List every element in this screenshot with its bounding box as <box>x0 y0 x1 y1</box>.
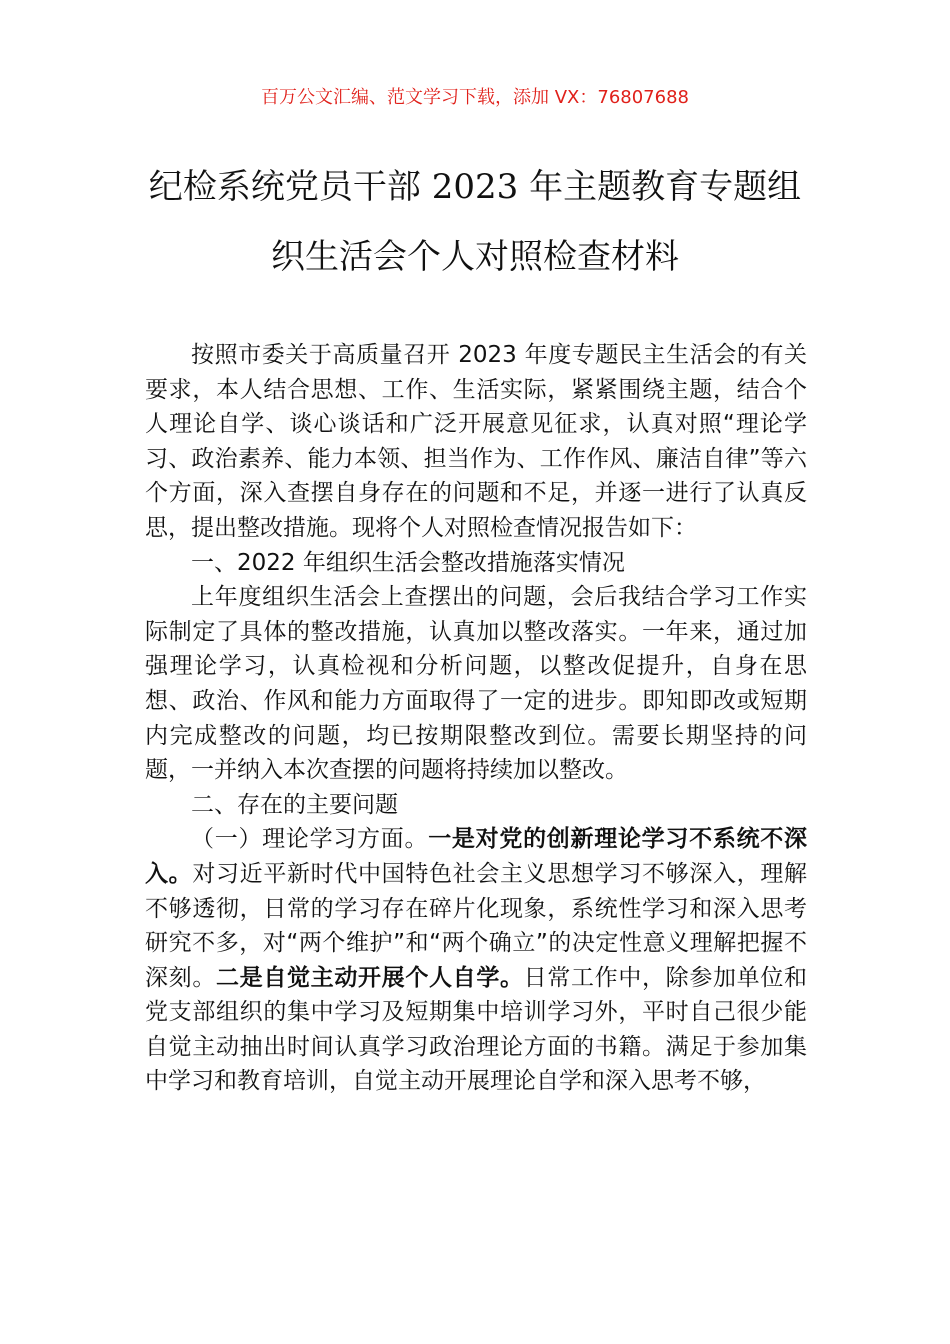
document-body <box>145 338 807 1099</box>
section-1-heading: 一、2022 年组织生活会整改措施落实情况 <box>191 549 625 576</box>
document-title <box>140 152 810 292</box>
subsection-1-text-1: 对习近平新时代中国特色社会主义思想学习不够深入，理解不够透彻，日常的学习存在碎片化现象，系统性学习和深入思考研究不多，对“两个维护”和“两个确立”的决定性意义理解把握不深刻。 <box>145 860 808 991</box>
header-watermark-note: 百万公文汇编、范文学习下载，添加 VX：76807688 <box>261 87 689 108</box>
subsection-1-paragraph <box>145 822 807 1099</box>
subsection-1-text-2: 日常工作中，除参加单位和党支部组织的集中学习及短期集中培训学习外，平时自己很少能自觉主动抽出时间认真学习政治理论方面的书籍。满足于参加集中学习和教育培训，自觉主动开展理论自学和深入思考不够， <box>145 964 808 1095</box>
title-line-2: 织生活会个人对照检查材料 <box>271 237 679 277</box>
section-2-heading: 二、存在的主要问题 <box>191 791 398 818</box>
subsection-1-point-1: 一是对党的创新理论学习不系统不深入。 <box>145 826 808 887</box>
title-line-1: 纪检系统党员干部 2023 年主题教育专题组 <box>148 167 802 207</box>
section-1-paragraph: 上年度组织生活会上查摆出的问题，会后我结合学习工作实际制定了具体的整改措施，认真加以整改落实。一年来，通过加强理论学习，认真检视和分析问题，以整改促提升，自身在思想、政治、作风和能力方面取得了一定的进步。即知即改或短期内完成整改的问题，均已按期限整改到位。需要长期坚持的问题，一并纳入本次查摆的问题将持续加以整改。 <box>145 584 807 784</box>
subsection-1-point-2: 二是自觉主动开展个人自学。 <box>216 964 524 991</box>
subsection-1-lead: （一）理论学习方面。 <box>191 826 429 853</box>
intro-paragraph: 按照市委关于高质量召开 2023 年度专题民主生活会的有关要求，本人结合思想、工作、生活实际，紧紧围绕主题，结合个人理论自学、谈心谈话和广泛开展意见征求，认真对照“理论学习、政治素养、能力本领、担当作为、工作作风、廉洁自律”等六个方面，深入查摆自身存在的问题和不足，并逐一进行了认真反思，提出整改措施。现将个人对照检查情况报告如下： <box>145 342 807 541</box>
